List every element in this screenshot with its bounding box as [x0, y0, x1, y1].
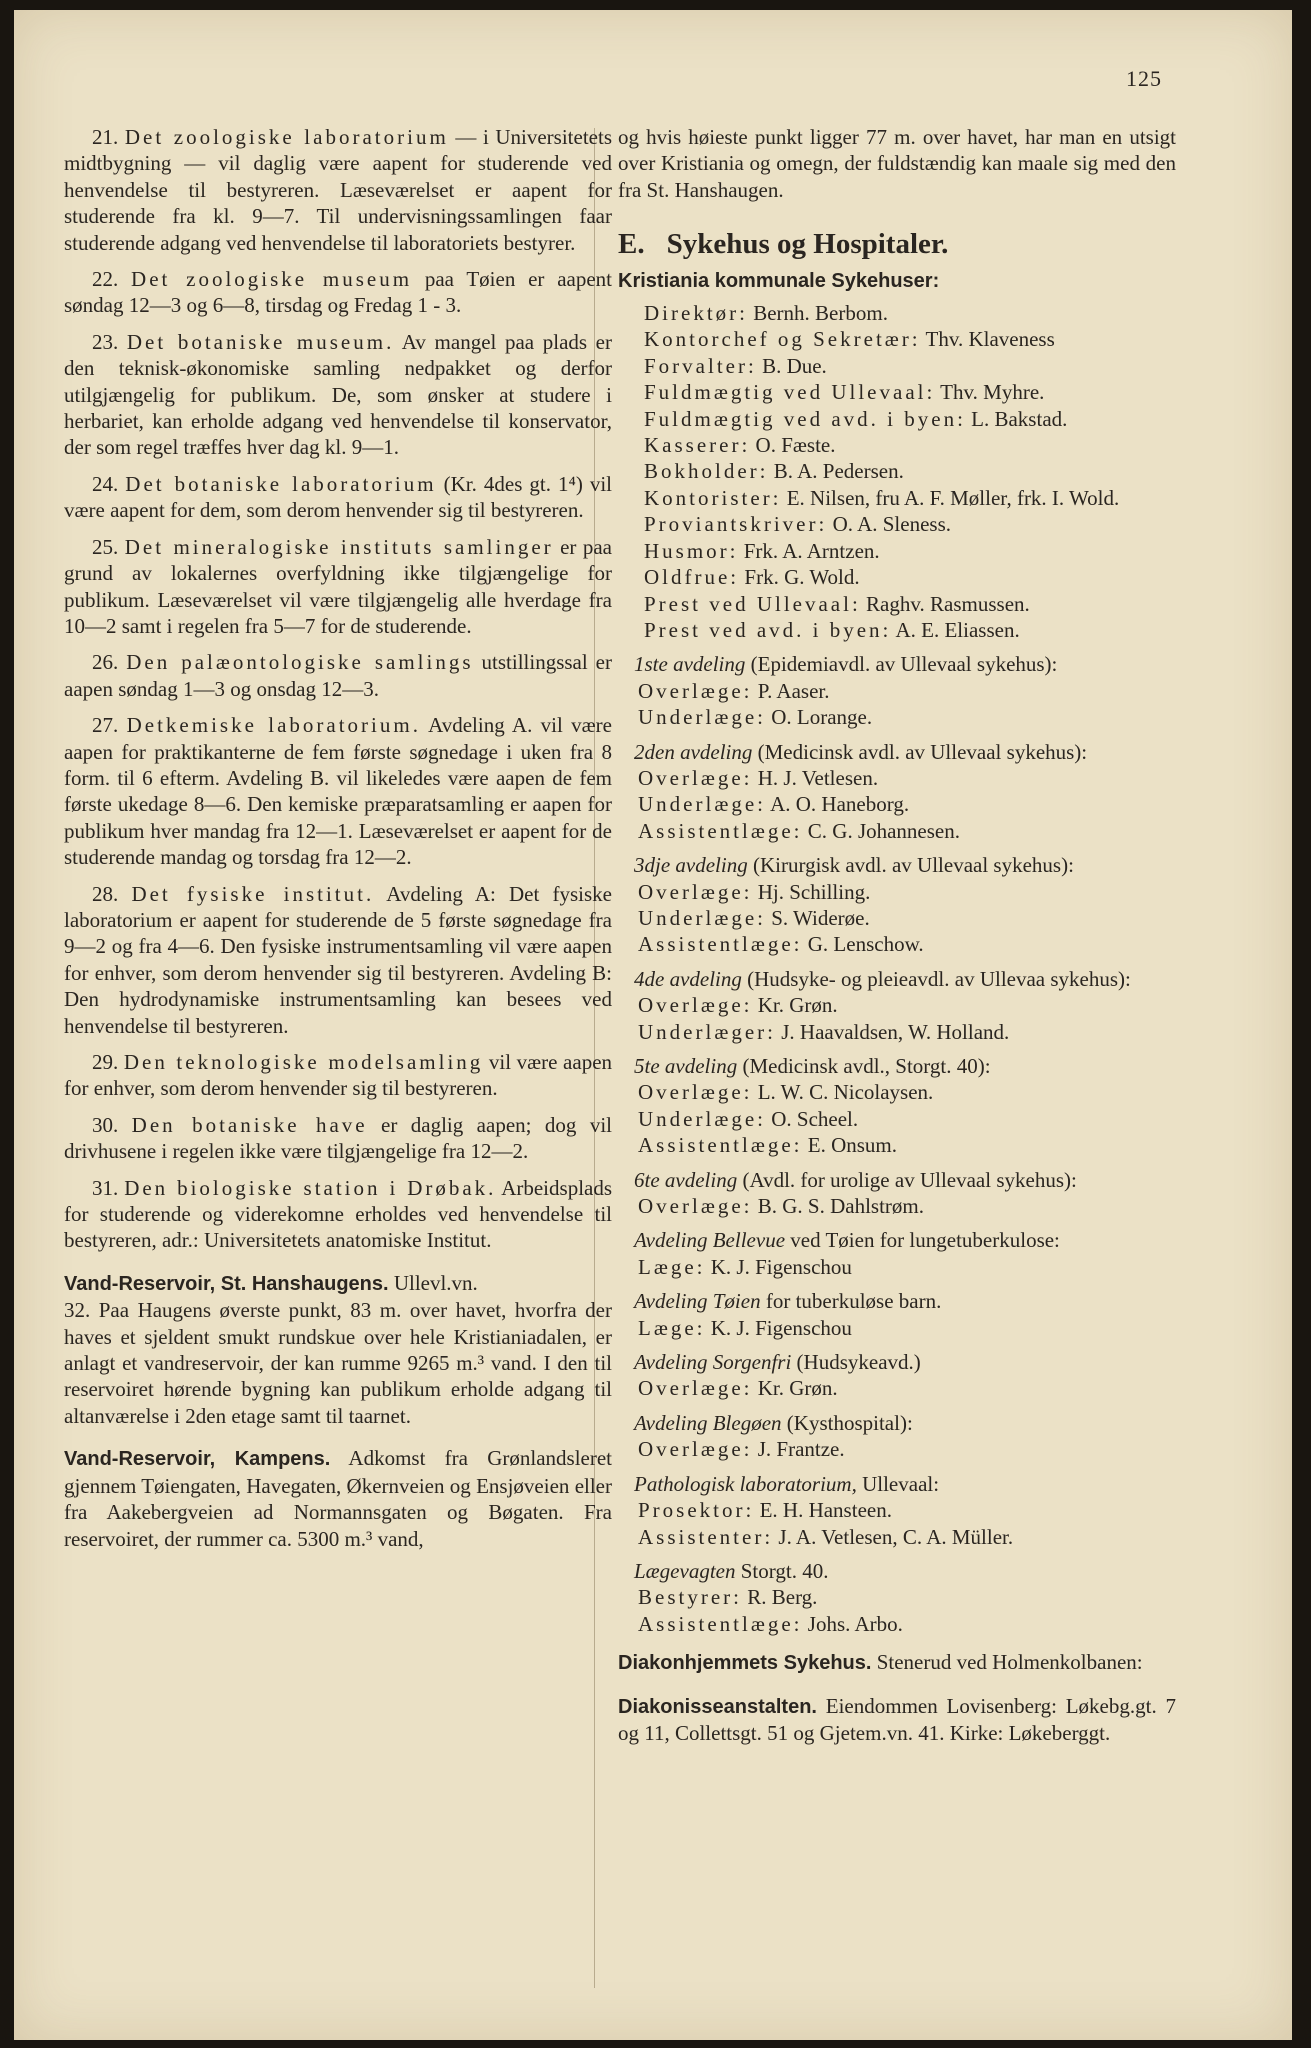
department-heading — [618, 651, 1176, 677]
staff-line — [618, 591, 1176, 617]
reservoir-address: Ullevl.vn. — [388, 1270, 478, 1295]
department-heading — [618, 1410, 1176, 1436]
staff-role: Overlæge: — [638, 1080, 753, 1105]
department-block — [618, 651, 1176, 730]
department-staff — [618, 1193, 1176, 1219]
staff-name: A. O. Haneborg. — [765, 792, 910, 817]
staff-role: Underlæger: — [638, 1019, 776, 1044]
staff-name: Raghv. Rasmussen. — [860, 591, 1030, 616]
department-staff — [618, 765, 1176, 844]
department-block — [618, 1167, 1176, 1220]
staff-role: Underlæge: — [638, 1106, 766, 1131]
department-staff-line — [618, 765, 1176, 791]
department-block — [618, 1053, 1176, 1159]
department-name: 3dje avdeling — [634, 853, 748, 878]
department-staff-line — [618, 1611, 1176, 1637]
institution-entry — [64, 881, 612, 1039]
department-heading — [618, 1167, 1176, 1193]
department-desc: (Hudsyke- og pleieavdl. av Ullevaa sykehus): — [741, 966, 1131, 991]
entry-title: Det mineralogiske instituts samlinger — [124, 534, 554, 559]
department-staff — [618, 1079, 1176, 1158]
reservoir-entry — [64, 1445, 612, 1552]
entry-title: Det botaniske laboratorium — [125, 471, 437, 496]
staff-name: E. Onsum. — [802, 1133, 898, 1158]
staff-name: S. Widerøe. — [765, 905, 870, 930]
entry-number: 31. — [92, 1175, 119, 1200]
department-heading — [618, 1471, 1176, 1497]
book-page — [14, 10, 1292, 2040]
department-block — [618, 1288, 1176, 1341]
department-desc: (Medicinsk avdl., Storgt. 40): — [737, 1054, 991, 1078]
institution-entry — [64, 1112, 612, 1165]
entry-number: 30. — [92, 1112, 119, 1137]
reservoir-text: Paa Haugens øverste punkt, 83 m. over havet, hvorfra der haves et sjeldent smukt rundskue over hele Kristianiadalen, er anlagt et vandreservoir, der kan rumme 9265 m.³ vand. I den til reservoiret hørende bygning kan publikum erholde adgang til altanværelse i 2den etage samt til taarnet. — [64, 1298, 613, 1428]
department-staff-line — [618, 791, 1176, 817]
department-staff — [618, 1375, 1176, 1401]
staff-line — [618, 458, 1176, 484]
staff-role: Overlæge: — [638, 1437, 753, 1462]
reservoir-text: Adkomst fra Grønlandsleret gjennem Tøiengaten, Havegaten, Økernveien og Ensjøveien eller fra Aakebergveien ad Normannsgaten og Bøgaten. Fra reservoiret, der rummer ca. 5300 m.³ vand, — [64, 1446, 612, 1551]
department-staff-line — [618, 678, 1176, 704]
reservoir-number: 32. — [64, 1298, 91, 1323]
entry-number: 25. — [92, 534, 119, 559]
staff-role: Kontorchef og Sekretær: — [644, 327, 921, 352]
staff-role: Assistentlæge: — [638, 1611, 803, 1636]
staff-role: Direktør: — [644, 301, 748, 326]
entry-text: utstillingssal er aapen søndag 1—3 og onsdag 12—3. — [64, 650, 612, 701]
staff-line — [618, 538, 1176, 564]
staff-role: Læge: — [638, 1254, 706, 1279]
department-block — [618, 1227, 1176, 1280]
department-name: 2den avdeling — [634, 739, 753, 764]
staff-role: Assistenter: — [638, 1524, 774, 1549]
entry-number: 22. — [92, 267, 119, 292]
department-list — [618, 651, 1176, 1637]
entry-text: — i Universitetets midtbygning — vil daglig være aapent for studerende ved henvendelse til bestyreren. Læseværelset er aapent for studerende fra kl. 9—7. Til undervisningssamlingen faar studerende adgang ved henvendelse til laboratoriets bestyrer. — [64, 125, 612, 255]
page-number: 125 — [1126, 66, 1162, 91]
entry-text: Av mangel paa plads er den teknisk-økonomiske samling nedpakket og derfor utilgjængelig for publikum. De, som ønsker at studere i herbariet, kan erholde adgang ved henvendelse til konservator, der som regel træffes hver dag kl. 9—1. — [64, 329, 613, 460]
diakon-heading: Diakonhjemmets Sykehus. — [618, 1652, 872, 1675]
staff-name: J. A. Vetlesen, C. A. Müller. — [773, 1524, 1014, 1549]
entry-title: Det zoologiske laboratorium — [124, 125, 449, 149]
staff-role: Assistentlæge: — [638, 1133, 803, 1158]
department-heading — [618, 1558, 1176, 1584]
entry-text: Avdeling A. vil være aapen for praktikanterne de fem første søgnedage i uken fra 8 form. til 6 efterm. Avdeling B. vil likeledes være aapen de fem første ukedage 8—6. Den kemiske præparatsamling er aapen for publikum hver mandag fra 12—1. Læseværelset er aapent for de studerende mandag og torsdag fra 12—2. — [64, 713, 612, 870]
department-staff-line — [618, 992, 1176, 1018]
staff-name: A. E. Eliassen. — [891, 617, 1020, 642]
institution-entry — [64, 1175, 612, 1254]
department-desc: Ullevaal: — [856, 1471, 940, 1496]
staff-line — [618, 564, 1176, 590]
section-letter: E. — [618, 228, 645, 261]
staff-role: Prosektor: — [638, 1498, 755, 1523]
staff-role: Kontorister: — [644, 485, 782, 510]
department-heading — [618, 852, 1176, 878]
department-name: 5te avdeling — [634, 1054, 738, 1078]
section-title: Sykehus og Hospitaler. — [666, 228, 949, 261]
institution-entry — [64, 266, 612, 319]
staff-line — [618, 353, 1176, 379]
department-staff-line — [618, 1132, 1176, 1158]
department-desc: (Kirurgisk avdl. av Ullevaal sykehus): — [747, 853, 1074, 878]
staff-role: Oldfrue: — [644, 565, 740, 590]
department-heading — [618, 1349, 1176, 1375]
department-name: 1ste avdeling — [634, 652, 746, 677]
staff-name: R. Berg. — [741, 1585, 818, 1610]
department-staff — [618, 992, 1176, 1045]
department-staff — [618, 879, 1176, 958]
diakonisse-entry — [618, 1693, 1176, 1747]
department-desc: (Kysthospital): — [781, 1410, 913, 1435]
entry-title: Det zoologiske museum — [131, 267, 413, 292]
department-block — [618, 852, 1176, 958]
department-staff-line — [618, 704, 1176, 730]
department-staff-line — [618, 879, 1176, 905]
staff-name: B. G. S. Dahlstrøm. — [752, 1194, 924, 1219]
staff-line — [618, 485, 1176, 511]
staff-name: Kr. Grøn. — [752, 993, 838, 1018]
department-staff — [618, 1254, 1176, 1280]
staff-name: Bernh. Berbom. — [747, 301, 888, 326]
staff-name: Kr. Grøn. — [752, 1376, 838, 1401]
entry-text: vil være aapen for enhver, som derom henvender sig til bestyreren. — [64, 1050, 613, 1101]
staff-name: E. Nilsen, fru A. F. Møller, frk. I. Wold. — [781, 485, 1120, 510]
department-desc: (Epidemiavdl. av Ullevaal sykehus): — [745, 652, 1058, 677]
staff-role: Overlæge: — [638, 678, 753, 703]
department-staff-line — [618, 1254, 1176, 1280]
staff-name: B. A. Pedersen. — [768, 459, 904, 484]
department-staff-line — [618, 905, 1176, 931]
staff-role: Fuldmægtig ved Ullevaal: — [644, 380, 936, 405]
staff-role: Bokholder: — [644, 459, 769, 484]
staff-line — [618, 406, 1176, 432]
entry-title: Det botaniske museum. — [126, 329, 395, 354]
department-block — [618, 1558, 1176, 1637]
staff-role: Overlæge: — [638, 879, 753, 904]
department-name: Avdeling Sorgenfri — [634, 1350, 792, 1375]
staff-line — [618, 432, 1176, 458]
entry-title: Den palæontologiske samlings — [126, 650, 474, 675]
staff-name: Thv. Klaveness — [920, 327, 1055, 352]
department-block — [618, 1471, 1176, 1550]
department-staff — [618, 1497, 1176, 1550]
department-staff — [618, 1436, 1176, 1462]
staff-role: Prest ved avd. i byen: — [644, 617, 892, 642]
institution-entry — [64, 1049, 612, 1102]
right-column — [618, 124, 1176, 1756]
entry-title: Den biologiske station i Drøbak. — [124, 1175, 497, 1200]
department-heading — [618, 739, 1176, 765]
left-column — [64, 124, 612, 1562]
department-staff — [618, 1315, 1176, 1341]
department-heading — [618, 1227, 1176, 1253]
department-staff — [618, 678, 1176, 731]
department-name: Avdeling Bellevue — [634, 1228, 786, 1253]
entry-number: 28. — [92, 881, 119, 906]
department-staff-line — [618, 1019, 1176, 1045]
department-name: Avdeling Blegøen — [634, 1410, 782, 1435]
institution-list — [64, 124, 612, 1254]
department-desc: (Avdl. for urolige av Ullevaal sykehus): — [737, 1167, 1077, 1192]
reservoir-list — [64, 1270, 612, 1552]
staff-name: O. Fæste. — [750, 433, 836, 458]
staff-line — [618, 617, 1176, 643]
entry-title: Den teknologiske modelsamling — [123, 1050, 484, 1074]
entry-text: paa Tøien er aapent søndag 12—3 og 6—8, tirsdag og Fredag 1 - 3. — [64, 267, 613, 318]
department-desc: (Hudsykeavd.) — [791, 1350, 921, 1375]
department-name: Pathologisk laboratorium, — [634, 1471, 857, 1496]
staff-name: Hj. Schilling. — [752, 879, 871, 904]
staff-role: Assistentlæge: — [638, 932, 803, 957]
staff-role: Kasserer: — [644, 433, 751, 458]
department-name: Lægevagten — [634, 1558, 736, 1583]
department-name: Avdeling Tøien — [634, 1289, 761, 1314]
entry-text: (Kr. 4des gt. 1⁴) vil være aapent for dem, som derom henvender sig til bestyreren. — [64, 471, 612, 523]
entry-title: Det fysiske institut. — [131, 881, 375, 906]
reservoir-heading: Vand-Reservoir, St. Hanshaugens. — [64, 1272, 389, 1295]
institution-entry — [64, 712, 612, 870]
staff-role: Overlæge: — [638, 993, 753, 1018]
staff-name: E. H. Hansteen. — [754, 1498, 892, 1523]
department-staff-line — [618, 1106, 1176, 1132]
staff-role: Assistentlæge: — [638, 818, 803, 843]
staff-line — [618, 511, 1176, 537]
department-block — [618, 739, 1176, 845]
entry-number: 29. — [92, 1050, 119, 1074]
staff-name: O. Lorange. — [765, 705, 873, 730]
entry-number: 24. — [92, 471, 119, 496]
staff-line — [618, 326, 1176, 352]
staff-role: Overlæge: — [638, 1376, 753, 1401]
staff-name: Frk. A. Arntzen. — [738, 538, 880, 563]
diakonisse-heading: Diakonisseanstalten. — [618, 1695, 817, 1718]
staff-name: P. Aaser. — [752, 678, 830, 703]
department-heading — [618, 1053, 1176, 1079]
department-staff-line — [618, 1193, 1176, 1219]
staff-name: Johs. Arbo. — [802, 1611, 903, 1636]
staff-name: H. J. Vetlesen. — [752, 765, 879, 790]
department-staff-line — [618, 1436, 1176, 1462]
staff-line — [618, 300, 1176, 326]
department-heading — [618, 966, 1176, 992]
staff-name: B. Due. — [756, 353, 827, 378]
department-staff-line — [618, 818, 1176, 844]
entry-number: 21. — [92, 125, 119, 149]
department-heading — [618, 1288, 1176, 1314]
department-name: 4de avdeling — [634, 966, 742, 991]
staff-name: K. J. Figenschou — [705, 1315, 852, 1340]
staff-role: Overlæge: — [638, 765, 753, 790]
staff-role: Underlæge: — [638, 792, 766, 817]
department-staff-line — [618, 1079, 1176, 1105]
staff-line — [618, 379, 1176, 405]
institution-entry — [64, 124, 612, 256]
entry-text: er paa grund av lokalernes overfyldning ikke tilgjængelige for publikum. Læseværelset vil være tilgjængelig alle hverdage fra 10—2 samt i regelen fra 5—7 for de studerende. — [64, 534, 612, 638]
department-staff-line — [618, 1584, 1176, 1610]
department-desc: ved Tøien for lungetuberkulose: — [785, 1228, 1060, 1253]
department-staff-line — [618, 1524, 1176, 1550]
entry-title: Detkemiske laboratorium. — [126, 713, 421, 738]
entry-title: Den botaniske have — [131, 1112, 368, 1137]
institution-entry — [64, 471, 612, 524]
diakon-entry — [618, 1649, 1176, 1676]
department-block — [618, 1410, 1176, 1463]
entry-text: Avdeling A: Det fysiske laboratorium er aapent for studerende de 5 første søgnedage fra 9—2 og fra 4—6. Den fysiske instrumentsamling vil være aapen for enhver, som derom henvender sig til bestyreren. Avdeling B: Den hydrodynamiske instrumentsamling kan besees ved henvendelse til bestyreren. — [64, 881, 613, 1038]
staff-role: Proviantskriver: — [644, 512, 828, 537]
entry-text: Arbeidsplads for studerende og viderekomne erholdes ved henvendelse til bestyreren, adr.: Universitetets anatomiske Institut. — [64, 1175, 613, 1253]
staff-role: Prest ved Ullevaal: — [644, 591, 861, 616]
staff-name: J. Haavaldsen, W. Holland. — [775, 1019, 1010, 1044]
institution-entry — [64, 649, 612, 702]
staff-name: C. G. Johannesen. — [802, 818, 960, 843]
department-staff-line — [618, 931, 1176, 957]
staff-role: Forvalter: — [644, 353, 757, 378]
department-desc: Storgt. 40. — [735, 1558, 829, 1583]
continuation-text: og hvis høieste punkt ligger 77 m. over havet, har man en utsigt over Kristiania og omegn, der fuldstændig kan maale sig med den fra St. Hanshaugen. — [618, 125, 1176, 202]
entry-number: 26. — [92, 650, 119, 675]
department-staff-line — [618, 1375, 1176, 1401]
department-block — [618, 966, 1176, 1045]
staff-name: L. W. C. Nicolaysen. — [752, 1080, 934, 1105]
staff-role: Læge: — [638, 1315, 706, 1340]
staff-role: Underlæge: — [638, 705, 766, 730]
staff-role: Husmor: — [644, 538, 739, 563]
entry-text: er daglig aapen; dog vil drivhusene i regelen ikke være tilgjængelige fra 12—2. — [64, 1112, 612, 1164]
reservoir-heading: Vand-Reservoir, Kampens. — [64, 1448, 331, 1471]
department-staff-line — [618, 1497, 1176, 1523]
department-block — [618, 1349, 1176, 1402]
department-desc: (Medicinsk avdl. av Ullevaal sykehus): — [752, 739, 1088, 764]
staff-name: G. Lenschow. — [802, 932, 924, 957]
staff-name: Frk. G. Wold. — [739, 565, 860, 590]
staff-role: Fuldmægtig ved avd. i byen: — [644, 406, 966, 431]
staff-role: Bestyrer: — [638, 1585, 742, 1610]
department-staff-line — [618, 1315, 1176, 1341]
staff-name: Thv. Myhre. — [935, 380, 1045, 405]
institution-entry — [64, 534, 612, 640]
entry-number: 23. — [92, 329, 119, 354]
diakonisse-text: Eiendommen Lovisenberg: Løkebg.gt. 7 og 11, Collettsgt. 51 og Gjetem.vn. 41. Kirke: Løkeberggt. — [618, 1693, 1176, 1745]
entry-number: 27. — [92, 713, 119, 738]
department-desc: for tuberkuløse barn. — [760, 1289, 942, 1314]
staff-name: O. Scheel. — [765, 1106, 859, 1131]
department-name: 6te avdeling — [634, 1167, 738, 1192]
department-staff — [618, 1584, 1176, 1637]
institution-entry — [64, 329, 612, 461]
staff-role: Underlæge: — [638, 905, 766, 930]
staff-name: O. A. Sleness. — [827, 512, 951, 537]
staff-name: L. Bakstad. — [965, 406, 1068, 431]
staff-name: J. Frantze. — [752, 1437, 845, 1462]
staff-role: Overlæge: — [638, 1194, 753, 1219]
staff-list — [618, 300, 1176, 643]
reservoir-entry — [64, 1270, 612, 1429]
diakon-text: Stenerud ved Holmenkolbanen: — [871, 1650, 1143, 1675]
staff-name: K. J. Figenschou — [705, 1254, 852, 1279]
section-heading — [618, 228, 1176, 261]
hospital-group-heading: Kristiania kommunale Sykehuser: — [618, 269, 940, 292]
